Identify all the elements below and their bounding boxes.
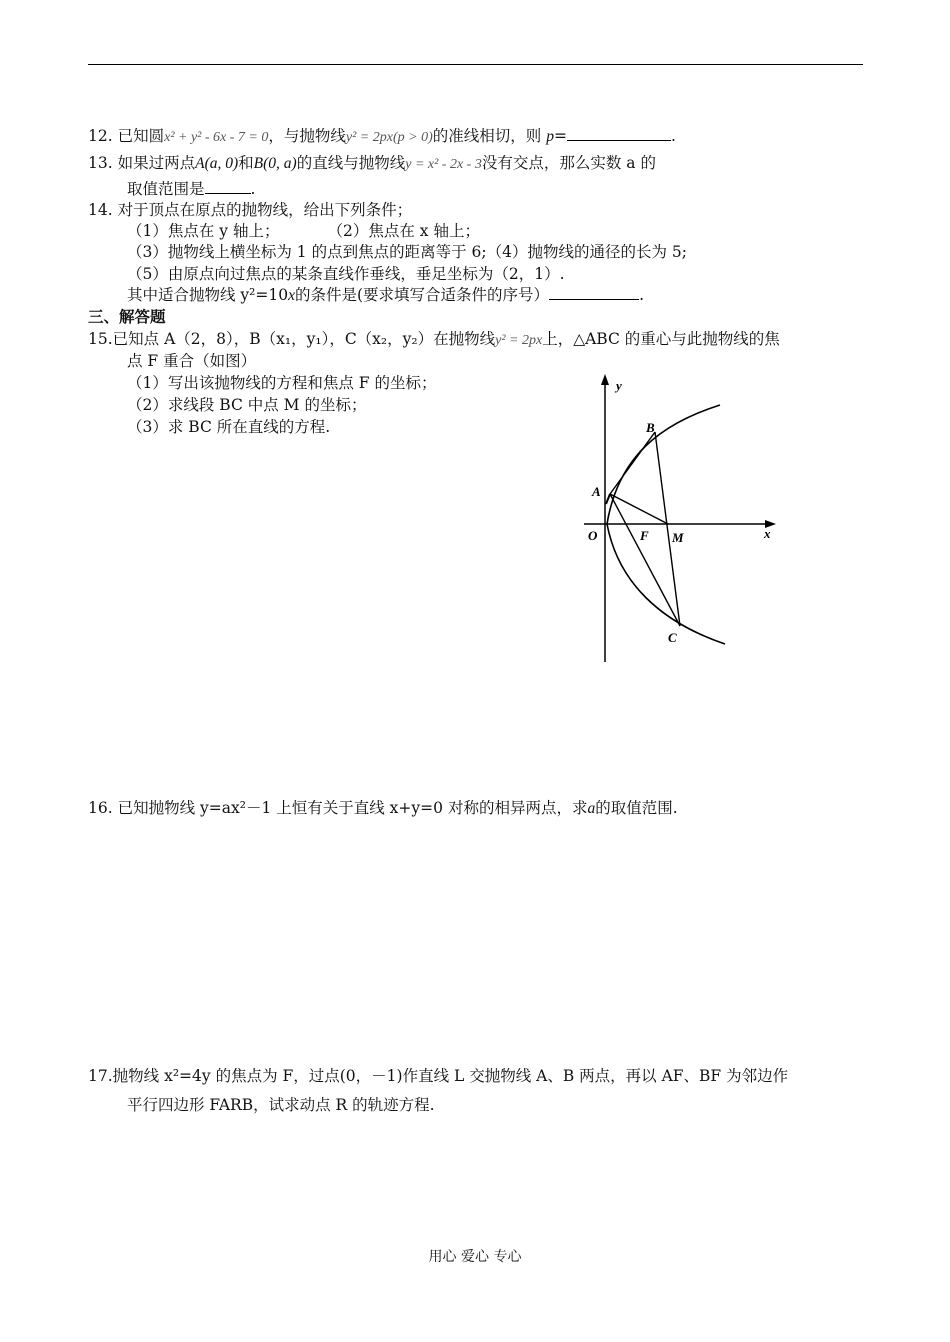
segment-AB — [610, 432, 655, 494]
question-17-line2: 平行四边形 FARB，试求动点 R 的轨迹方程. — [127, 1096, 435, 1114]
label-M: M — [672, 530, 684, 545]
q15-sub-1: （1）写出该抛物线的方程和焦点 F 的坐标； — [127, 374, 437, 392]
question-13: 13. 如果过两点A(a, 0)和B(0, a)的直线与抛物线y = x² - 2x - 3没有交点，那么实数 a 的 — [88, 154, 656, 172]
answer-blank[interactable] — [549, 284, 639, 300]
answer-blank[interactable] — [205, 178, 251, 194]
question-13-line2: 取值范围是 . — [127, 180, 256, 198]
segment-BC — [655, 432, 680, 626]
condition-5: （5）由原点向过焦点的某条直线作垂线，垂足坐标为（2，1）. — [127, 265, 565, 283]
label-x: x — [764, 526, 771, 541]
answer-blank[interactable] — [567, 125, 671, 141]
question-14-ask: 其中适合抛物线 y²=10x的条件是(要求填写合适条件的序号） . — [127, 286, 644, 304]
label-B: B — [646, 420, 655, 435]
q15-sub-2: （2）求线段 BC 中点 M 的坐标； — [127, 396, 367, 414]
label-F: F — [640, 528, 649, 543]
condition-3-4: （3）抛物线上横坐标为 1 的点到焦点的距离等于 6;（4）抛物线的通径的长为 5; — [127, 243, 687, 261]
segment-AC — [610, 494, 680, 626]
question-17: 17.抛物线 x²=4y 的焦点为 F，过点(0，－1)作直线 L 交抛物线 A、B 两点，再以 AF、BF 为邻边作 — [88, 1067, 789, 1085]
condition-1-2: （1）焦点在 y 轴上； （2）焦点在 x 轴上； — [127, 222, 480, 240]
label-O: O — [588, 528, 598, 543]
page-footer: 用心 爱心 专心 — [428, 1249, 522, 1265]
q15-sub-3: （3）求 BC 所在直线的方程. — [127, 418, 331, 436]
header-rule — [88, 64, 863, 65]
label-A: A — [592, 484, 601, 499]
y-axis-arrow — [601, 374, 609, 385]
label-C: C — [668, 630, 677, 645]
question-14: 14. 对于顶点在原点的抛物线，给出下列条件； — [88, 201, 413, 219]
label-y: y — [616, 378, 622, 393]
question-15-line2: 点 F 重合（如图） — [127, 352, 257, 370]
point-A-mark — [606, 494, 610, 504]
question-15: 15.已知点 A（2，8），B（x₁，y₁），C（x₂，y₂）在抛物线y² = 2px上，△ABC 的重心与此抛物线的焦 — [88, 330, 780, 348]
section-heading: 三、解答题 — [88, 307, 166, 326]
question-16: 16. 已知抛物线 y=ax²－1 上恒有关于直线 x+y=0 对称的相异两点，求a的取值范围. — [88, 799, 678, 817]
question-12: 12. 已知圆x² + y² - 6x - 7 = 0，与抛物线y² = 2px(p > 0)的准线相切，则 p= . — [88, 127, 676, 145]
parabola-figure — [580, 372, 790, 672]
